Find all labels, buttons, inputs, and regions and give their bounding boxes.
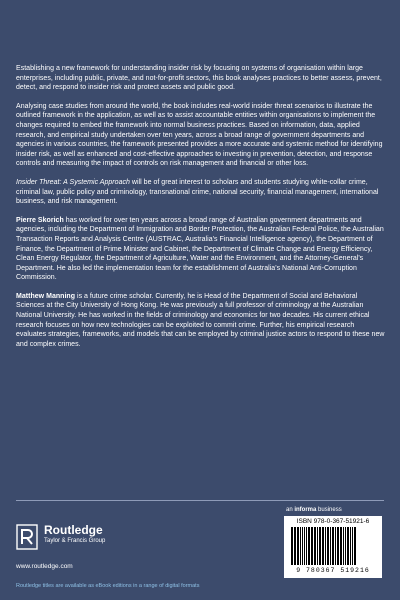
publisher-name: Routledge (44, 523, 103, 537)
barcode-bar (354, 527, 356, 565)
author-bio-2-text: is a future crime scholar. Currently, he is Head of the Department of Social and Behavioral Sciences at the City University of Hong Kong. He was previously a full professor of criminology at the Australian National University. He has worked in the fields of criminology and economics for two decades. His current ethical research focuses on how new technologies can be exploited to commit crime. Further, his empirical research evaluates strategies, frameworks, and models that can be employed by criminal justice actors to respond to these new and complex crimes. (16, 292, 385, 348)
barcode-bar (317, 527, 318, 565)
barcode-bar (345, 527, 346, 565)
publisher-name-group (44, 524, 105, 545)
barcode-bar (335, 527, 336, 565)
barcode-panel (284, 516, 382, 578)
barcode-bar (300, 527, 301, 565)
author-name-1: Pierre Skorich (16, 216, 64, 224)
barcode-bar (343, 527, 344, 565)
barcode-bar (322, 527, 324, 565)
isbn-number: ISBN 978-0-367-51921-6 (296, 518, 370, 525)
barcode-bar (308, 527, 310, 565)
barcode-bar (311, 527, 313, 565)
informa-suffix: business (316, 507, 342, 513)
barcode-bar (352, 527, 353, 565)
barcode-bar (294, 527, 296, 565)
ebook-availability-note: Routledge titles are available as eBook editions in a range of digital formats (16, 583, 200, 589)
informa-prefix: an (286, 507, 295, 513)
barcode-bar (291, 527, 293, 565)
barcode-bar (297, 527, 299, 565)
routledge-logo-icon (16, 524, 38, 550)
barcode-bar (340, 527, 342, 565)
author-name-2: Matthew Manning (16, 292, 76, 300)
barcode-bar (314, 527, 316, 565)
informa-business-label (286, 507, 342, 513)
barcode-bar (325, 527, 326, 565)
barcode-bar (350, 527, 351, 565)
blurb-paragraph-2: Analysing case studies from around the world, the book includes real-world insider threat scenarios to illustrate the outlined framework in the application, as well as to assist accountable entities within organisations to implement the changes required to embed the framework into normal business practices. Based on information, data, applied research, and empirical study undertaken over ten years, across a broad range of government departments and agencies in various countries, the framework presented provides a more accurate and systemic method for identifying insider risk, as well as enhanced and cost-effective approaches to investing in prevention, detection, and response controls and measuring the impact of controls on risk management and financial or other loss. (16, 102, 383, 168)
book-title: Insider Threat: A Systemic Approach (16, 178, 130, 186)
blurb-paragraph-3-rest: will be of great interest to scholars and students studying white-collar crime, criminal law, public policy and criminology, transnational crime, national security, financial management, international business, and risk management. (16, 178, 379, 206)
barcode-icon (290, 527, 376, 565)
publisher-logo (16, 524, 105, 550)
footer-divider (16, 500, 384, 501)
blurb-paragraph-3 (16, 178, 386, 207)
barcode-bar (330, 527, 331, 565)
author-bio-1-text: has worked for over ten years across a broad range of Australian government departments and agencies, including the Department of Immigration and Border Protection, the Australian Federal Police, the Australian Transaction Reports and Analysis Centre (AUSTRAC, Australia's Financial Intelligence agency), the Department of Finance, the Department of Prime Minister and Cabinet, the Department of Climate Change and Energy Efficiency, Clean Energy Regulator, the Department of Agriculture, Water and the Environment, and the Attorney-General's Department. He also led the implementation team for the establishment of Australia's National Anti-Corruption Commission. (16, 216, 384, 282)
barcode-digits: 9 780367 519216 (296, 567, 370, 574)
blurb-paragraph-1: Establishing a new framework for understanding insider risk by focusing on systems of organisation within large enterprises, including public, private, and not-for-profit sectors, this book analyses practices to better assess, prevent, detect, and respond to insider risk and protect assets and public good. (16, 65, 382, 92)
publisher-url[interactable]: www.routledge.com (16, 563, 73, 570)
barcode-bar (332, 527, 334, 565)
barcode-bar (347, 527, 349, 565)
author-bio-2 (16, 292, 386, 350)
barcode-bar (327, 527, 329, 565)
author-bio-1 (16, 216, 386, 283)
barcode-bar (319, 527, 321, 565)
informa-name: informa (294, 507, 317, 513)
barcode-bar (306, 527, 307, 565)
barcode-bar (304, 527, 305, 565)
publisher-group: Taylor & Francis Group (44, 538, 106, 544)
blurb-text (16, 64, 386, 358)
barcode-bar (302, 527, 303, 565)
barcode-bar (337, 527, 339, 565)
